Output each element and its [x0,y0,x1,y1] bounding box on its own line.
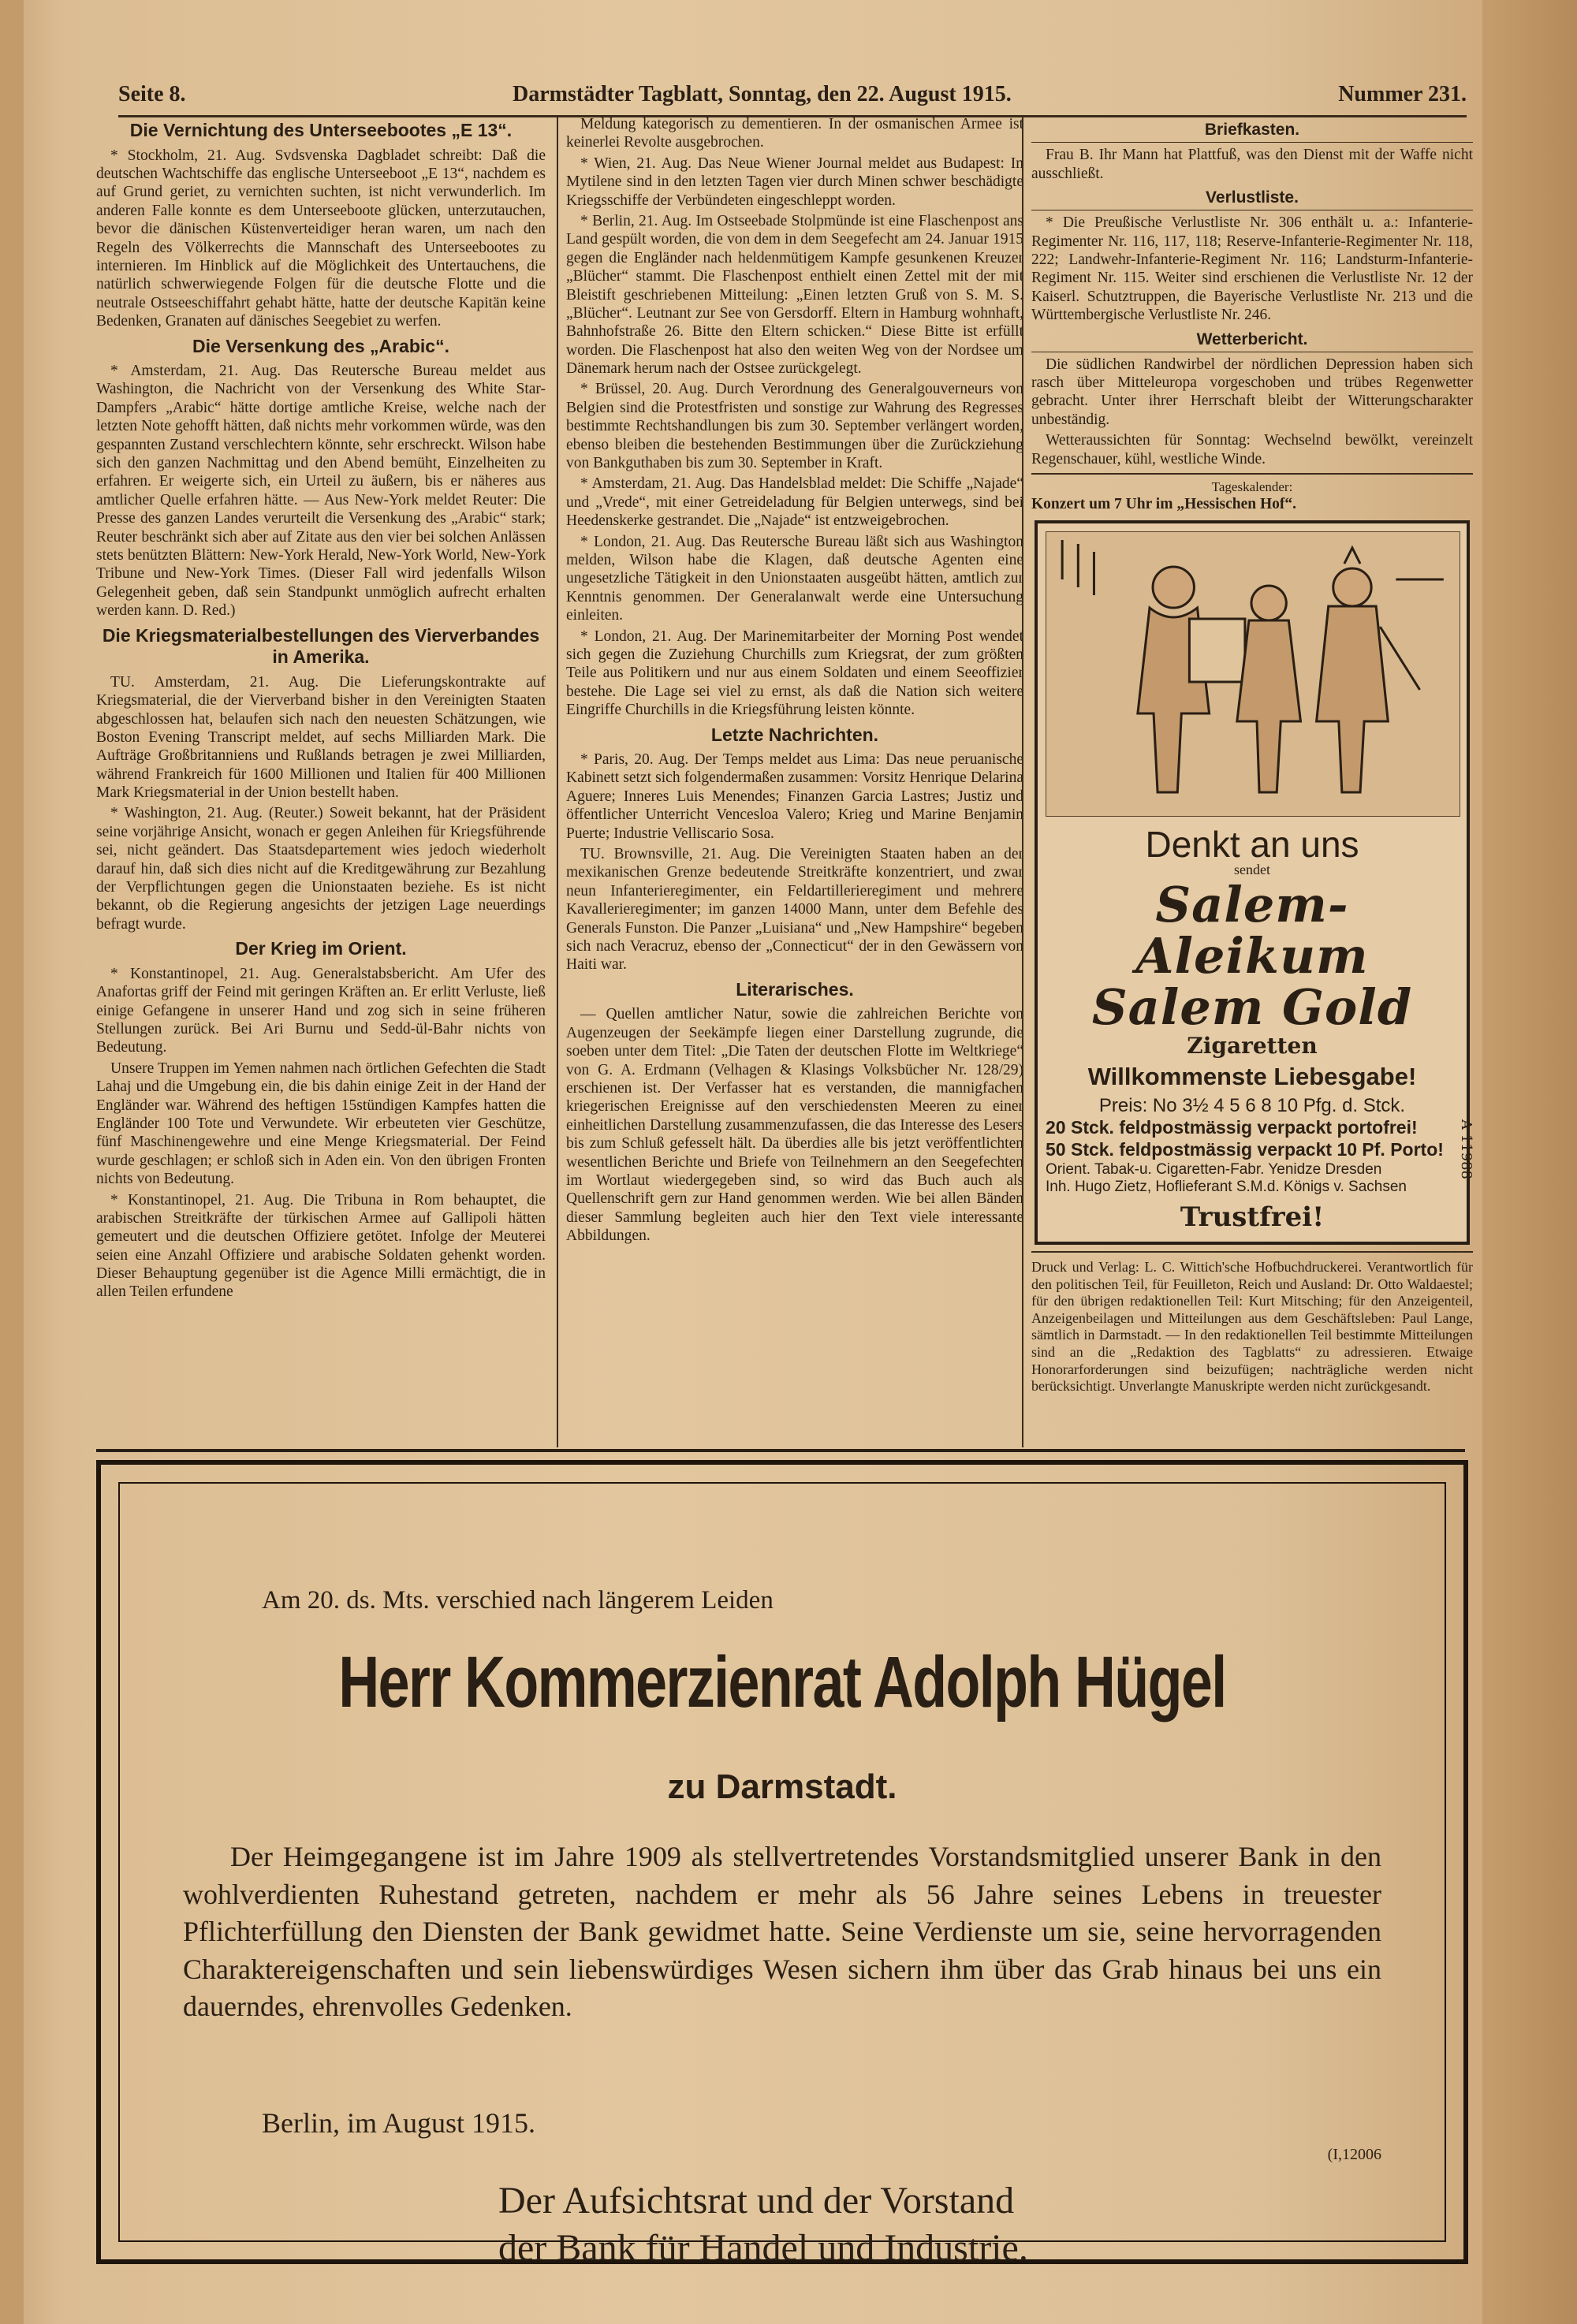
ad-offer-2: 50 Stck. feldpostmässig verpackt 10 Pf. Porto! [1046,1139,1444,1160]
tageskalender-text: Konzert um 7 Uhr im „Hessischen Hof“. [1031,496,1296,513]
ad-slogan: Denkt an uns [1145,823,1359,865]
article-heading: Der Krieg im Orient. [235,938,407,959]
ad-trustfrei: Trustfrei! [1180,1201,1325,1234]
article-paragraph: * Paris, 20. Aug. Der Temps meldet aus Lima: Das neue peruanische Kabinett setzt sich folgendermaßen zusammen: Vorsitz Henrique Delarina Aguere; Inneres Luis Menendes; Finanzen Garcia Lastres; Justiz und öffentlicher Unterricht Vencesloa Valero; Krieg und Marine Benjamin Puerte; Industrie Velliscario Sosa. [566,751,1023,842]
ad-brand-2: Salem Gold [1091,978,1413,1036]
obituary-body-text: Der Heimgegangene ist im Jahre 1909 als stellvertretendes Vorstandsmitglied unserer Bank in den wohlverdienten Ruhestand getreten, nachdem er mehr als 56 Jahre seines Lebens in treuester Pflichterfüllung den Diensten der Bank gewidmet hatte. Seine Verdienste um sie, seine hervorragenden Charaktereigenschaften und sein liebenswürdiges Wesen sichern ihm über das Grab hinaus bei uns ein dauerndes, ehrenvolles Gedenken. [183,1841,1381,2023]
article-paragraph: * London, 21. Aug. Der Marinemitarbeiter der Morning Post wendet sich gegen die Zuziehung Churchills zum Kriegsrat, der zum größten Teile aus Politikern und nur aus einem Soldaten und einem Seeoffizier bestehe. Die Lage sei viel zu ernst, als daß die Nation sich weitere Eingriffe Churchills in die Kriegsführung leisten könnte. [566,628,1023,719]
ad-owner: Inh. Hugo Zietz, Hoflieferant S.M.d. Königs v. Sachsen [1046,1179,1407,1196]
article-paragraph: * Brüssel, 20. Aug. Durch Verordnung des Generalgouverneurs von Belgien sind die Protestfristen und sonstige zur Wahrung des Regresses bestimmte Rechtshandlungen bis zum 30. September verlängert worden, ebenso bleiben die bestehenden Bestimmungen über die Zurückziehung von Bankguthaben bis zum 30. September in Kraft. [566,381,1023,472]
obituary-signature [498,2177,1028,2272]
article-paragraph: * Amsterdam, 21. Aug. Das Reutersche Bureau meldet aus Washington, die Nachricht von der Versenkung des White Star-Dampfers „Arabic“ hätte dortige amtliche Kreise, welche nach der letzten Note gehofft hätten, daß nichts mehr vorkommen würde, was den gespannten Zustand verschlechtern könnte, sehr erschreckt. Wilson habe sich den ganzen Nachmittag und den Abend bemüht, Einzelheiten zu erfahren. Er weigerte sich, ein Urteil zu äußern, bis er näheres aus amtlicher Quelle erfahren hätte. — Aus New-York meldet Reuter: Die Presse des ganzen Landes verurteilt die Versenkung des „Arabic“ stark; Reuter beschränkt sich aber auf Zitate aus den vier bei solchen Anlässen stets benützten Blättern: New-York Herald, New-York World, New-York Tribune und New-York Times. (Dieser Fall wird jedenfalls Wilson Gelegenheit geben, daß sein Standpunkt unmöglich aufrecht erhalten werden kann. D. Red.) [96,363,546,620]
page-edge-right [1482,0,1577,2324]
article-paragraph: * Wien, 21. Aug. Das Neue Wiener Journal meldet aus Budapest: In Mytilene sind in den letzten Tagen vier durch Minen schwer beschädigte Kriegsschiffe der Verbündeten eingeschleppt worden. [566,155,1023,209]
page-edge-left [0,0,24,2324]
verlustliste-heading: Verlustliste. [1031,188,1473,210]
soldiers-illustration [1046,531,1460,817]
tageskalender-heading: Tageskalender: [1211,479,1293,495]
article-paragraph: * London, 21. Aug. Das Reutersche Bureau läßt sich aus Washington melden, Wilson habe die Klagen, daß deutsche Agenten eine ungesetzliche Tätigkeit in den Unionstaaten ausgeübt hätten, amtlich zur Kenntnis genommen. Der Generalanwalt werde eine Untersuchung einleiten. [566,533,1023,624]
divider [1031,1251,1473,1253]
column-2 [557,115,1023,1447]
ad-sendet: sendet [1234,862,1270,877]
article-paragraph: * Stockholm, 21. Aug. Svdsvenska Dagbladet schreibt: Daß die deutschen Wachtschiffe das englische Unterseeboot „E 13“, nachdem es auf Grund geriet, zu vernichten suchten, ist nicht verwunderlich. Im anderen Falle konnte es dem Unterseeboote glücken, unterzutauchen, bevor die dänischen Küstenverteidiger heran waren, um nach den Regeln des Völkerrechts die Mannschaft des Unterseebootes zu internieren. Im Hinblick auf die Möglichkeit des Untertauchens, die natürlich schwerwiegende Folgen für die deutsche Flotte und die neutrale Ostseeschiffahrt gehabt hätte, hatte der deutsche Kapitän keine Bedenken, Granaten auf dänisches Seegebiet zu werfen. [96,147,546,330]
ad-offer-1: 20 Stck. feldpostmässig verpackt portofrei! [1046,1117,1418,1138]
article-paragraph: * Amsterdam, 21. Aug. Das Handelsblad meldet: Die Schiffe „Najade“ und „Vrede“, mit einer Getreideladung für Belgien unterwegs, sind bei Heedenskerke gestrandet. Die „Najade“ ist entzweigebrochen. [566,475,1023,530]
ad-tagline: Willkommenste Liebesgabe! [1087,1063,1417,1091]
article-paragraph: * Washington, 21. Aug. (Reuter.) Soweit bekannt, hat der Präsident seine vorjährige Ansicht, wonach er gegen Anleihen für Kriegsführende sei, nicht geändert. Das Staatsdepartement wies jedoch wiederholt darauf hin, daß sich dies nicht auf die Kreditgewährung zur Bezahlung der Verpflichtungen gegen die Unionstaaten beziehe. Es ist nicht bekannt, ob die Regierung angesichts der jetzigen Lage neuerdings befragt wurde. [96,805,546,933]
obituary-notice [96,1460,1468,2269]
issue-number: Nummer 231. [1338,82,1467,106]
article-paragraph: TU. Amsterdam, 21. Aug. Die Lieferungskontrakte auf Kriegsmaterial, die der Vierverband bisher in den Vereinigten Staaten abgeschlossen hat, belaufen sich nach den neuesten Schätzungen, wie Boston Evening Transcript meldet, auf sechs Milliarden Mark. Die Aufträge Großbritanniens und Rußlands betragen je zwei Milliarden, während Frankreich für 1600 Millionen und Italien für 400 Millionen Mark Kriegsmaterial in der Union bestellt haben. [96,673,546,802]
article-heading: Die Kriegsmaterialbestellungen des Vierverbandes in Amerika. [102,624,540,668]
divider [1031,473,1473,475]
soldiers-drawing-icon [1046,532,1460,816]
wetterbericht-text: Die südlichen Randwirbel der nördlichen Depression haben sich rasch über Mitteleuropa vorgeschoben und trübes Regenwetter gebracht. Unter ihrer Herrschaft bleibt der Witterungscharakter unbeständig. [1031,356,1473,428]
column-1 [96,115,546,1447]
briefkasten-heading: Briefkasten. [1031,120,1473,143]
briefkasten-text: Frau B. Ihr Mann hat Plattfuß, was den Dienst mit der Waffe nicht ausschließt. [1031,147,1473,182]
cigarette-advertisement [1035,520,1470,1245]
obituary-name: Herr Kommerzienrat Adolph Hügel [338,1642,1226,1723]
article-paragraph: Unsere Truppen im Yemen nahmen nach örtlichen Gefechten die Stadt Lahaj und die Umgebung ein, die bis dahin einige Zeit in der Hand der Engländer war. Während des heftigen 15stündigen Kampfes hatten die Engländer 100 Tote und Verwundete. Wir erbeuteten vier Geschütze, fünf Maschinengewehre und eine Menge Kriegsmaterial. Der Feind wurde geschlagen; er schloß sich in Aden ein. Von den übrigen Fronten nichts von Bedeutung. [96,1060,546,1188]
obituary-signature-line-2: der Bank für Handel und Industrie. [498,2227,1028,2269]
wetter-aussichten: Wetteraussichten für Sonntag: Wechselnd bewölkt, vereinzelt Regenschauer, kühl, westliche Winde. [1031,432,1473,467]
ad-company: Orient. Tabak-u. Cigaretten-Fabr. Yenidze Dresden [1046,1160,1382,1178]
article-heading: Letzte Nachrichten. [710,724,879,745]
article-heading: Die Versenkung des „Arabic“. [192,335,449,356]
obituary-reference: (I,12006 [1327,2146,1381,2163]
column-3 [1022,115,1473,1447]
article-paragraph: * Konstantinopel, 21. Aug. Die Tribuna in Rom behauptet, die arabischen Streitkräfte der türkischen Armee auf Gallipoli hätten gemeutert und die deutschen Offiziere getötet. Infolge der Meuterei seien eine Anzahl Offiziere und arabische Soldaten gehenkt worden. Dieser Behauptung gegenüber ist die Agence Milli ermächtigt, die in allen Teilen erfundene [96,1191,546,1301]
article-heading: Literarisches. [736,978,854,1000]
article-paragraph: — Quellen amtlicher Natur, sowie die zahlreichen Berichte von Augenzeugen der Seekämpfe liegen einer Darstellung zugrunde, die soeben unter dem Titel: „Die Taten der deutschen Flotte im Weltkriege“ von G. A. Erdmann (Velhagen & Klasings Volksbücher Nr. 128/29) erschienen ist. Der Verfasser hat es verstanden, die mannigfachen kriegerischen Ereignisse auf den verschiedensten Meeren zu einer einheitlichen Darstellung zusammenzufassen, die das Interesse des Lesers bis zum Schluß gefesselt hält. Da überdies alle bis jetzt veröffentlichten wesentlichen Berichte und Briefe von Teilnehmern an den Seegefechten im Wortlaut wiedergegeben sind, so wird das Buch auch als Quellenschrift gern zur Hand genommen werden. Wie bei allen Bänden dieser Sammlung begleiten auch hier den Text viele interessante Abbildungen. [566,1006,1023,1245]
imprint: Druck und Verlag: L. C. Wittich'sche Hofbuchdruckerei. Verantwortlich für den politischen Teil, für Feuilleton, Reich und Ausland: Dr. Otto Waldaestel; für den übrigen redaktionellen Teil: Kurt Mitsching; für den Anzeigenteil, Anzeigenbeilagen und Mitteilungen aus dem Geschäftsleben: Paul Lange, sämtlich in Darmstadt. — In den redaktionellen Teil bestimmte Mitteilungen sind an die „Redaktion des Tagblatts“ zu adressieren. Etwaige Honorarforderungen sind beizufügen; nachträgliche werden nicht berücksichtigt. Unverlangte Manuskripte werden nicht zurückgesandt. [1031,1259,1473,1395]
page-header [118,79,1467,117]
side-reference-mark: A 11988 [1458,1119,1474,1179]
section-divider [96,1449,1465,1452]
obituary-signature-line-1: Der Aufsichtsrat und der Vorstand [498,2180,1015,2222]
ad-product: Zigaretten [1187,1032,1318,1059]
wetterbericht-heading: Wetterbericht. [1031,330,1473,352]
obituary-lead: Am 20. ds. Mts. verschied nach längerem Leiden [262,1586,774,1615]
article-paragraph: * Konstantinopel, 21. Aug. Generalstabsbericht. Am Ufer des Anafortas griff der Feind mit geringen Kräften an. Er erlitt Verluste, ließ einige Gefangene in unserer Hand und zog sich in seine früheren Stellungen zurück. Bei Ari Burnu und Sedd-ül-Bahr nichts von Bedeutung. [96,965,546,1056]
page-number: Seite 8. [118,82,186,106]
article-paragraph: TU. Brownsville, 21. Aug. Die Vereinigten Staaten haben an der mexikanischen Grenze bedeutende Streitkräfte konzentriert, und zwar neun Infanterieregimenter, ein Feldartillerieregiment und mehrere Kavallerieregimenter; im ganzen 14000 Mann, unter dem Befehle des Generals Funston. Die Panzer „Luisiana“ und „New Hampshire“ begeben sich nach Veracruz, ebenso der „Connecticut“ der in den Gewässern von Haiti war. [566,846,1023,974]
ad-price: Preis: No 3½ 4 5 6 8 10 Pfg. d. Stck. [1098,1094,1406,1116]
article-paragraph: * Berlin, 21. Aug. Im Ostseebade Stolpmünde ist eine Flaschenpost ans Land gespült worden, die von dem in dem Seegefecht am 24. Januar 1915 gegen die Engländer nach heldenmütigem Kampfe gesunkenen Kreuzer „Blücher“ stammt. Die Flaschenpost enthielt einen Zettel mit der mit Bleistift geschriebenen Mitteilung: „Einen letzten Gruß von S. M. S. „Blücher“. Leutnant zur See von Gersdorff. Eltern in Hamburg wohnhaft, Bahnhofstraße 26. Bitte den Eltern schicken.“ Diese Bitte ist erfüllt worden. Die Flaschenpost hat also den weiten Weg von der Nordsee um Dänemark herum nach der Ostsee zurückgelegt. [566,212,1023,378]
verlustliste-text: * Die Preußische Verlustliste Nr. 306 enthält u. a.: Infanterie-Regimenter Nr. 116, 117, 118; Reserve-Infanterie-Regimenter Nr. 118, 222; Landwehr-Infanterie-Regiment Nr. 116; Landsturm-Infanterie-Regiment Nr. 115. Weiter sind erschienen die Verlustliste Nr. 12 der Kaiserl. Schutztruppen, die Bayerische Verlustliste Nr. 213 und die Württembergische Verlustliste Nr. 246. [1031,214,1473,324]
article-heading: Die Vernichtung des Unterseebootes „E 13“. [129,120,513,140]
obituary-body [183,1838,1381,2026]
masthead-date: Darmstädter Tagblatt, Sonntag, den 22. August 1915. [513,82,1012,106]
obituary-inner-frame [118,1482,1446,2269]
obituary-city: zu Darmstadt. [667,1767,897,1806]
ad-brand-1: Salem-Aleikum [1135,875,1369,985]
article-paragraph: Meldung kategorisch zu dementieren. In der osmanischen Armee ist keinerlei Revolte ausgebrochen. [566,116,1023,151]
obituary-place-date: Berlin, im August 1915. [262,2107,536,2139]
